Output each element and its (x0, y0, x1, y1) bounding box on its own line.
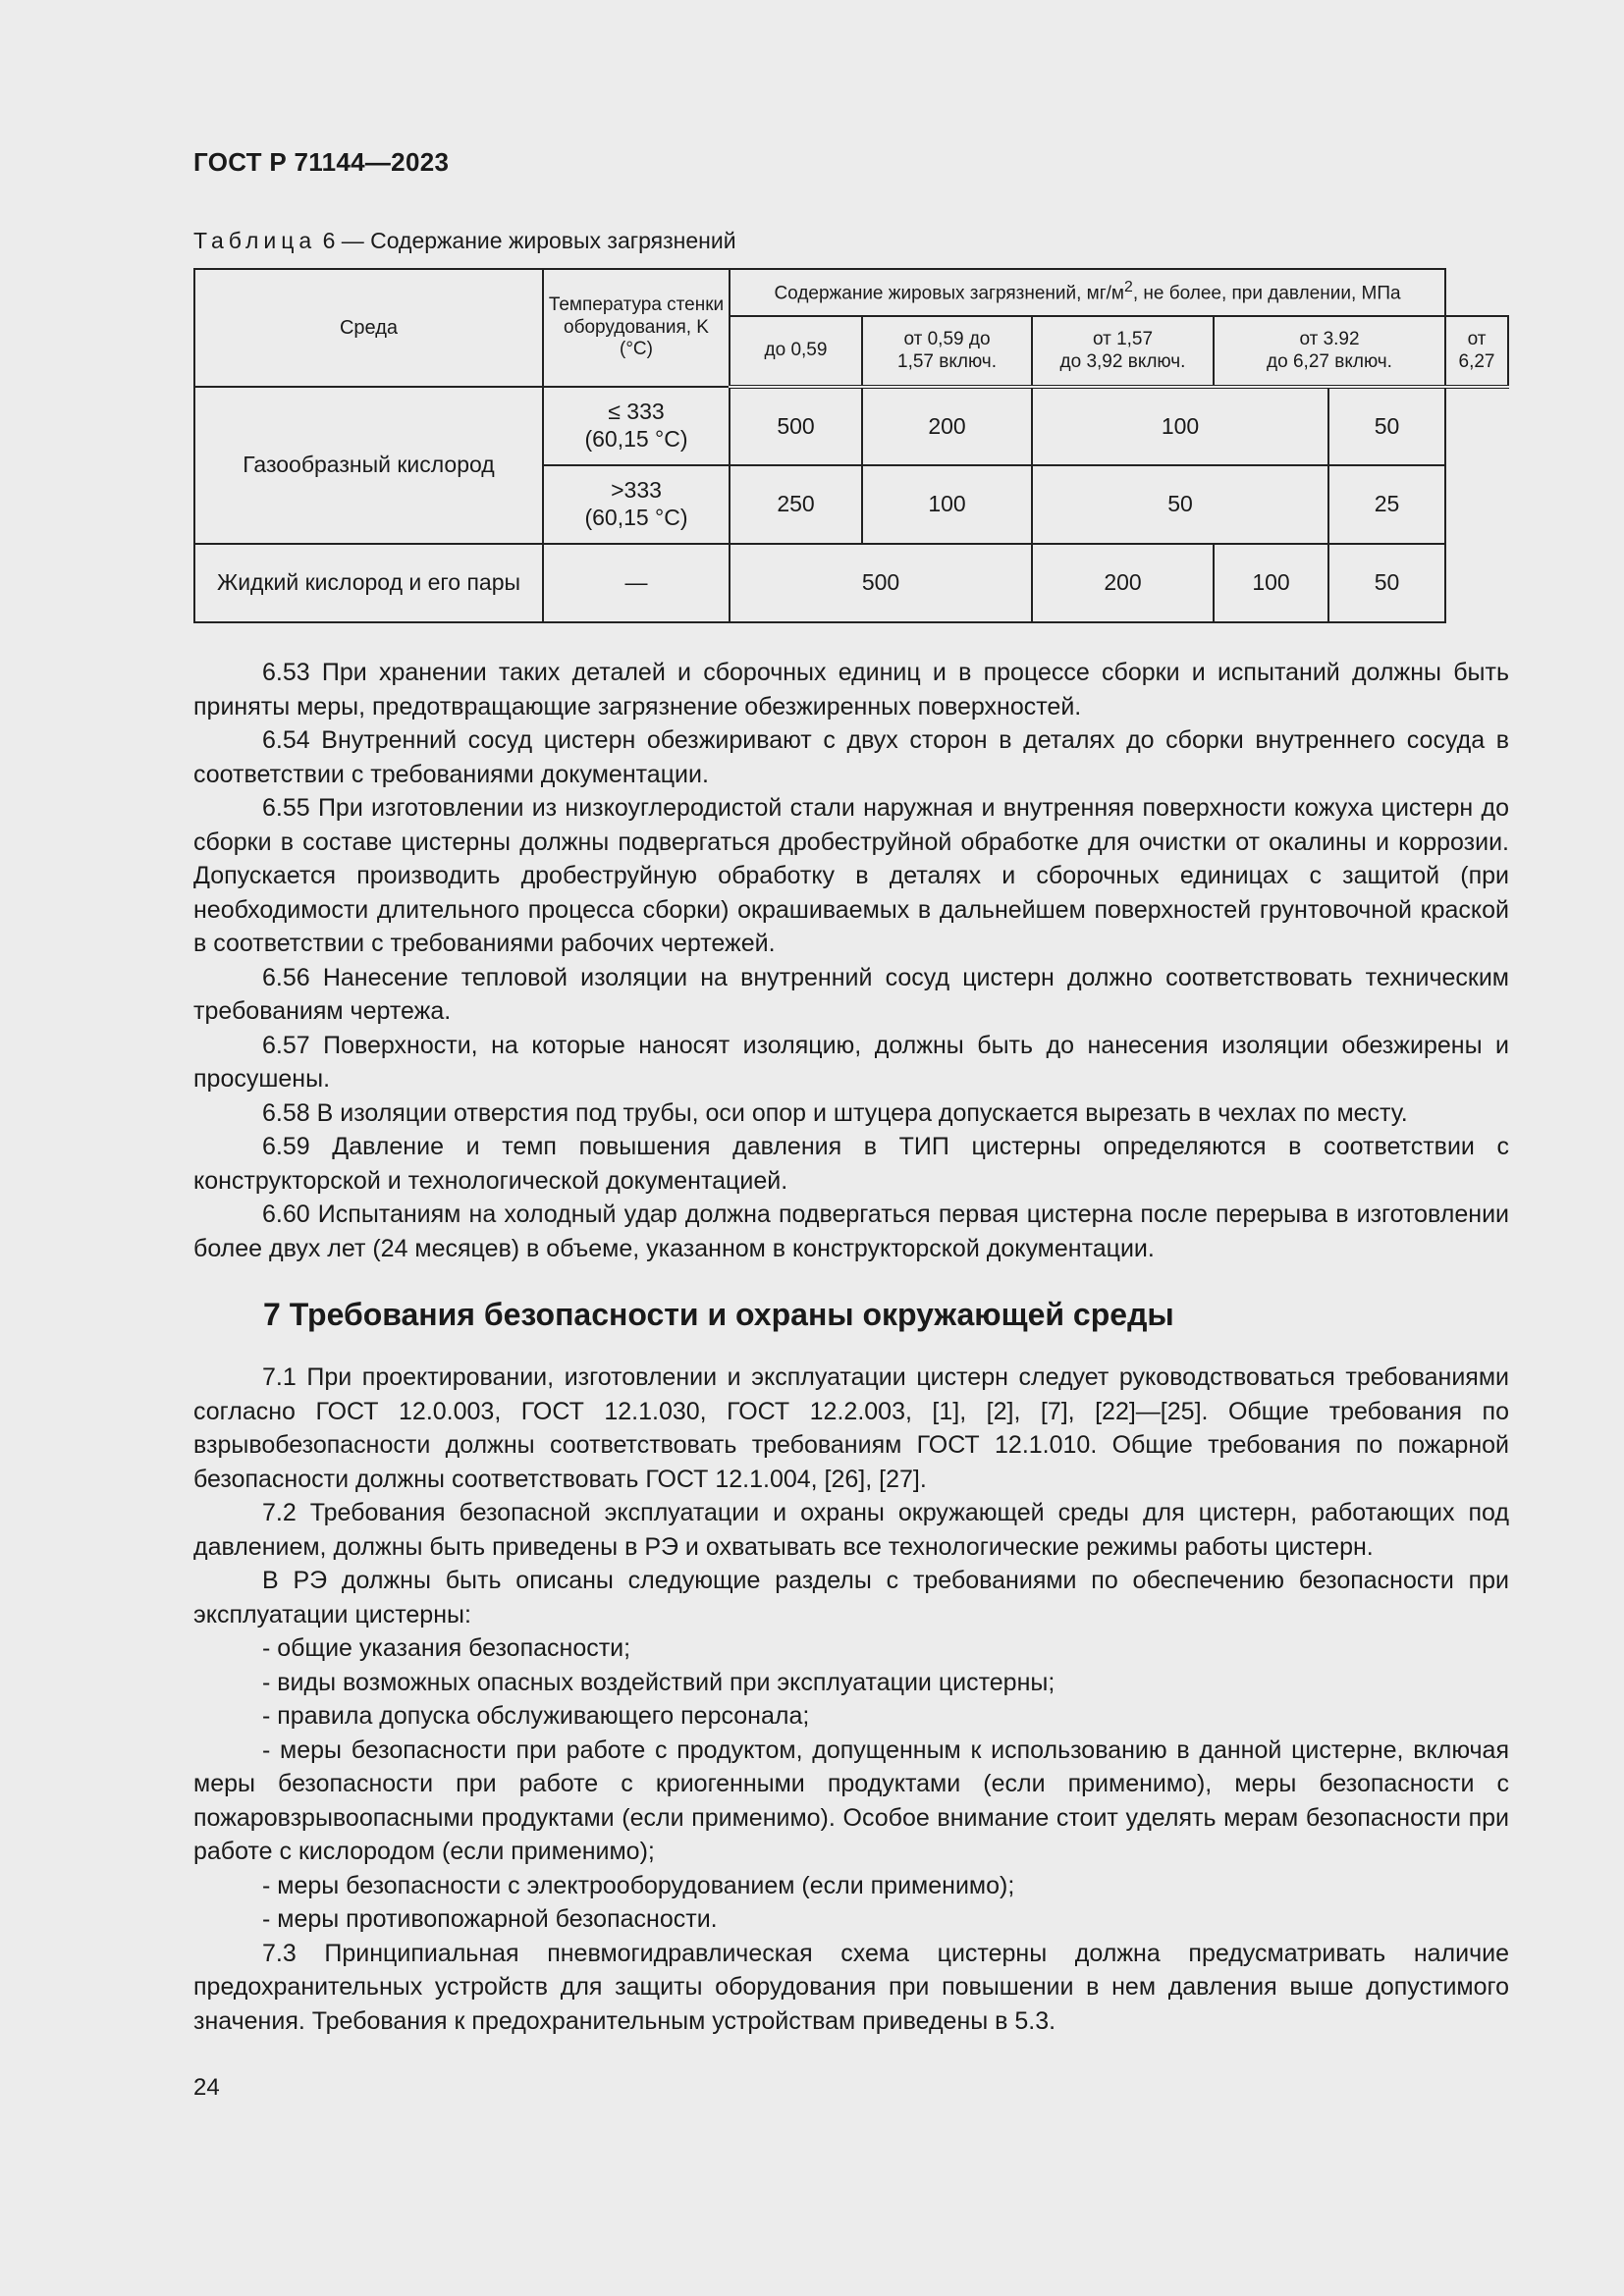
row-liquid-oxygen-temp: — (543, 544, 730, 622)
header-pressure-5: от 6,27 (1445, 316, 1508, 387)
paragraph: 6.58 В изоляции отверстия под трубы, оси опор и штуцера допускается вырезать в чехлах по месту. (262, 1098, 1408, 1127)
table-cell: 100 (862, 465, 1032, 544)
section-7-title: 7 Требования безопасности и охраны окружающей среды (263, 1297, 1174, 1332)
temp-2a: >333 (611, 477, 662, 504)
list-item: - правила допуска обслуживающего персонала; (262, 1702, 810, 1730)
list-item: - меры безопасности с электрооборудованием (если применимо); (262, 1871, 1015, 1899)
table-cell: 250 (730, 465, 862, 544)
header-content (730, 269, 1445, 316)
paragraph: 7.1 При проектировании, изготовлении и эксплуатации цистерн следует руководствоваться требованиями согласно ГОСТ 12.0.003, ГОСТ 12.1.030, ГОСТ 12.2.003, [1], [2], [7], [22]—[25]. Общие требования по взрывобезопасности должны соответствовать требованиям ГОСТ 12.1.010. Общие требования по пожарной безопасности должны соответствовать ГОСТ 12.1.004, [26], [27]. (193, 1363, 1509, 1493)
temp-2b: (60,15 °C) (584, 505, 688, 530)
list-item: - общие указания безопасности; (262, 1634, 631, 1662)
table-cell: 200 (862, 387, 1032, 465)
paragraph: 6.55 При изготовлении из низкоуглеродистой стали наружная и внутренняя поверхности кожуха цистерн до сборки в составе цистерны должны подвергаться дробеструйной обработке для очистки от окалины и коррозии. Допускается производить дробеструйную обработку в деталях и сборочных единицах с защитой (при необходимости длительного процесса сборки) окрашиваемых в дальнейшем поверхностей грунтовочной краской в соответствии с требованиями рабочих чертежей. (193, 794, 1509, 957)
header-pressure-1: до 0,59 (730, 316, 862, 387)
row-gas-oxygen-temp-2 (543, 465, 730, 544)
header-pressure-3b: до 3,92 включ. (1059, 350, 1186, 372)
fat-contamination-table (193, 268, 1509, 623)
paragraph: 6.54 Внутренний сосуд цистерн обезжиривают с двух сторон в деталях до сборки внутреннего сосуда в соответствии с требованиями документации. (193, 726, 1509, 788)
list-item: - меры безопасности при работе с продуктом, допущенным к использованию в данной цистерне, включая меры безопасности при работе с криогенными продуктами (если применимо), меры безопасности с пожаровзрывоопасными продуктами (если применимо). Особое внимание стоит уделять мерам безопасности при работе с кислородом (если применимо); (193, 1735, 1509, 1865)
paragraph: 6.57 Поверхности, на которые наносят изоляцию, должны быть до нанесения изоляции обезжирены и просушены. (193, 1031, 1509, 1093)
header-content-text: Содержание жировых загрязнений, мг/м (774, 283, 1124, 304)
table-cell: 50 (1328, 544, 1445, 622)
header-content-sup: 2 (1124, 279, 1133, 296)
row-gas-oxygen-medium: Газообразный кислород (194, 387, 543, 544)
header-pressure-2b: 1,57 включ. (897, 350, 997, 372)
paragraph: 6.60 Испытаниям на холодный удар должна подвергаться первая цистерна после перерыва в изготовлении более двух лет (24 месяцев) в объеме, указанном в конструкторской документации. (193, 1201, 1509, 1262)
table-cell: 100 (1214, 544, 1328, 622)
paragraph: 6.59 Давление и темп повышения давления в ТИП цистерны определяются в соответствии с конструкторской и технологической документацией. (193, 1133, 1509, 1195)
table-caption-title: 6 — Содержание жировых загрязнений (316, 228, 736, 253)
header-pressure-4b: до 6,27 включ. (1267, 350, 1392, 372)
paragraph: 7.3 Принципиальная пневмогидравлическая схема цистерны должна предусматривать наличие предохранительных устройств для защиты оборудования при повышении в нем давления выше допустимого значения. Требования к предохранительным устройствам приведены в 5.3. (193, 1939, 1509, 2035)
table-cell: 25 (1328, 465, 1445, 544)
table-cell: 100 (1032, 387, 1328, 465)
temp-1b: (60,15 °C) (584, 426, 688, 452)
row-liquid-oxygen-medium: Жидкий кислород и его пары (194, 544, 543, 622)
paragraph: 7.2 Требования безопасной эксплуатации и охраны окружающей среды для цистерн, работающих под давлением, должны быть приведены в РЭ и охватывать все технологические режимы работы цистерн. (193, 1499, 1509, 1561)
document-header: ГОСТ Р 71144—2023 (193, 147, 450, 177)
page-number: 24 (193, 2074, 220, 2101)
table-caption (193, 228, 736, 254)
list-item: - меры противопожарной безопасности. (262, 1905, 718, 1933)
header-pressure-4a: от 3.92 (1299, 328, 1360, 349)
header-medium: Среда (194, 269, 543, 387)
table-cell: 50 (1032, 465, 1328, 544)
section-6-paragraphs (193, 656, 1509, 1265)
table-cell: 500 (730, 387, 862, 465)
header-pressure-2a: от 0,59 до (903, 328, 991, 349)
header-temperature: Температура стенки оборудования, K (°C) (543, 269, 730, 387)
section-7-paragraphs (193, 1361, 1509, 2038)
row-gas-oxygen-temp-1 (543, 387, 730, 465)
header-pressure-4 (1214, 316, 1445, 387)
paragraph: В РЭ должны быть описаны следующие разделы с требованиями по обеспечению безопасности при эксплуатации цистерны: (193, 1567, 1509, 1629)
temp-1a: ≤ 333 (608, 399, 665, 425)
table-cell: 50 (1328, 387, 1445, 465)
paragraph: 6.56 Нанесение тепловой изоляции на внутренний сосуд цистерн должно соответствовать техническим требованиям чертежа. (193, 963, 1509, 1025)
header-content-text-end: , не более, при давлении, МПа (1132, 283, 1401, 304)
header-pressure-3a: от 1,57 (1092, 328, 1154, 349)
table-cell: 200 (1032, 544, 1214, 622)
paragraph: 6.53 При хранении таких деталей и сборочных единиц и в процессе сборки и испытаний должны быть приняты меры, предотвращающие загрязнение обезжиренных поверхностей. (193, 659, 1509, 721)
table-caption-prefix: Таблица (193, 228, 317, 253)
header-pressure-2 (862, 316, 1032, 387)
list-item: - виды возможных опасных воздействий при эксплуатации цистерны; (262, 1668, 1056, 1696)
header-pressure-3 (1032, 316, 1214, 387)
table-cell: 500 (730, 544, 1032, 622)
